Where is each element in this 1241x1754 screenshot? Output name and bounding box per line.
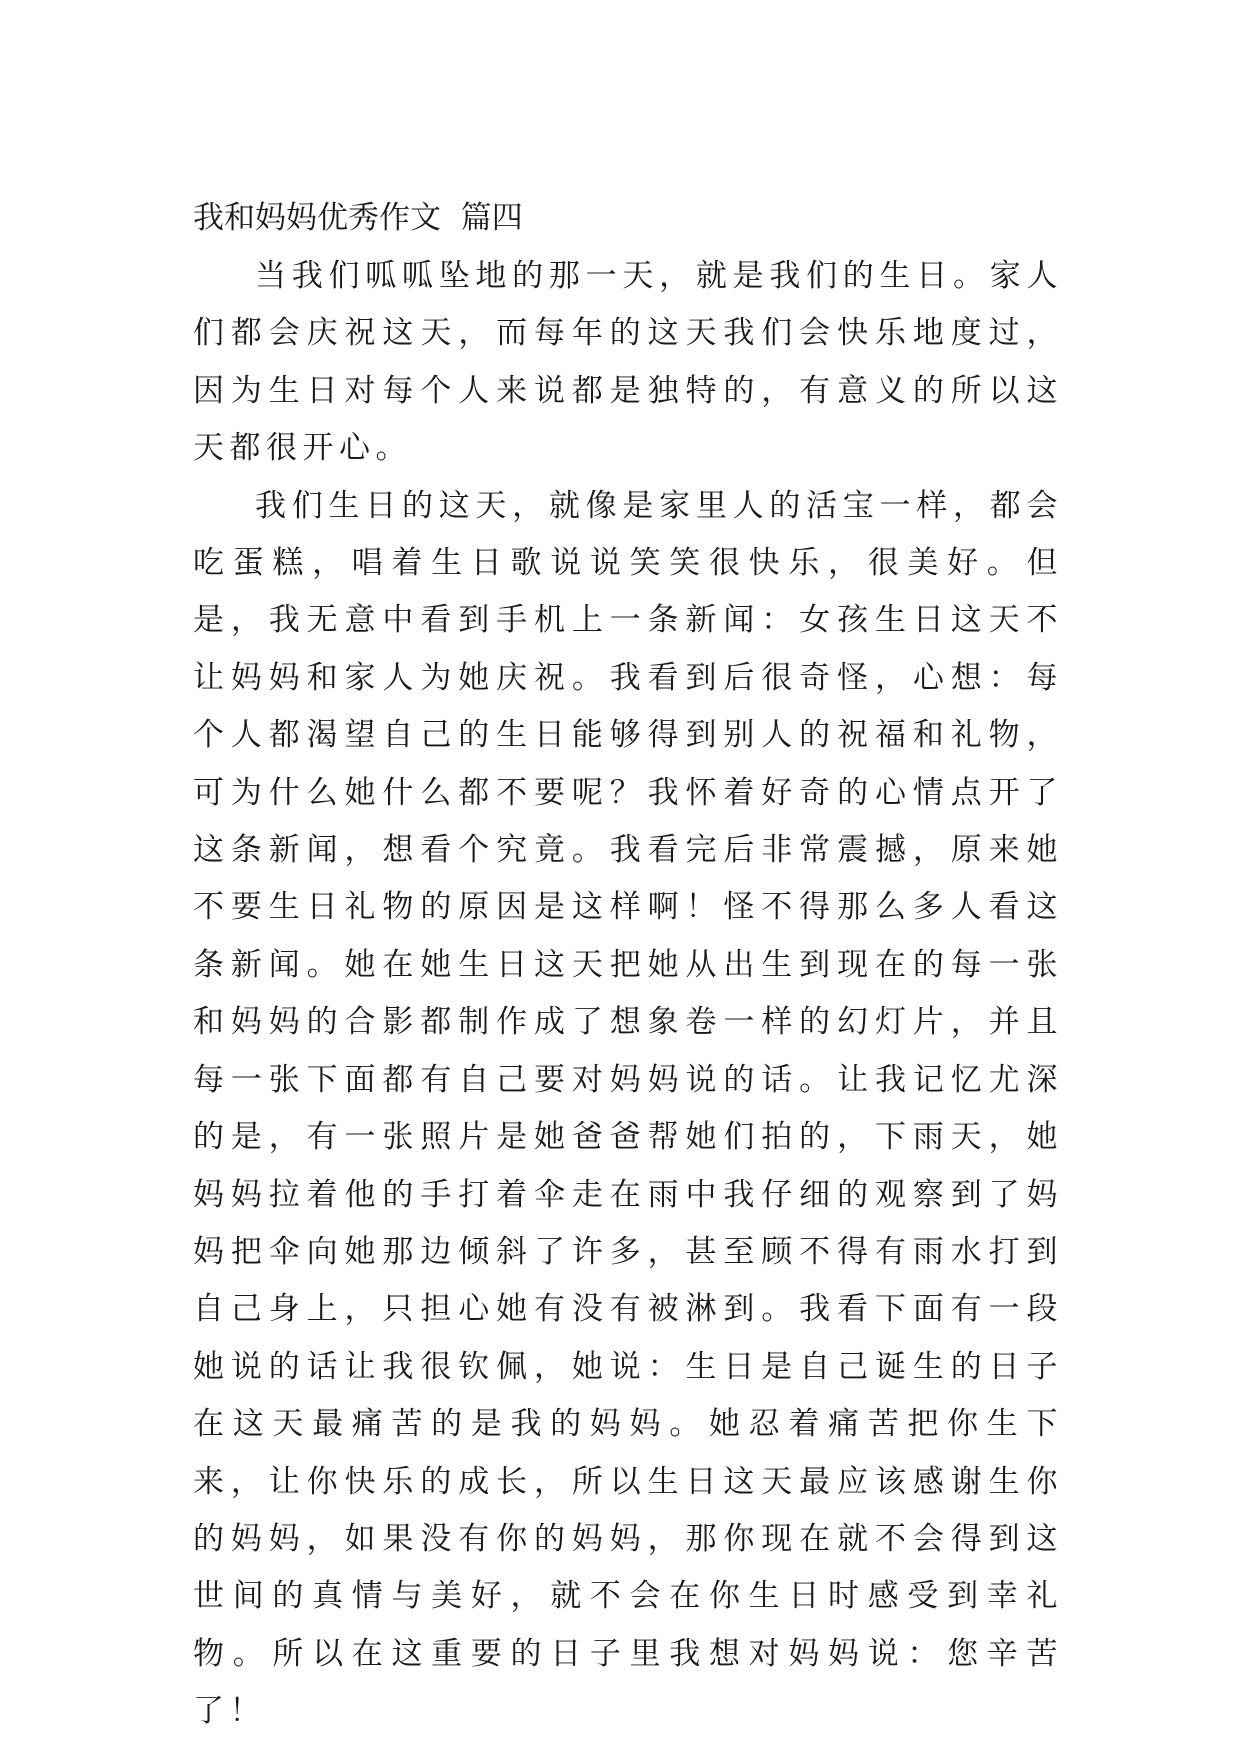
paragraph-2: 我们生日的这天，就像是家里人的活宝一样，都会吃蛋糕，唱着生日歌说说笑笑很快乐，很美好。但是，我无意中看到手机上一条新闻：女孩生日这天不让妈妈和家人为她庆祝。我看到后很奇怪，心想：每个人都渴望自己的生日能够得到别人的祝福和礼物，可为什么她什么都不要呢？我怀着好奇的心情点开了这条新闻，想看个究竟。我看完后非常震撼，原来她不要生日礼物的原因是这样啊！怪不得那么多人看这条新闻。她在她生日这天把她从出生到现在的每一张和妈妈的合影都制作成了想象卷一样的幻灯片，并且每一张下面都有自己要对妈妈说的话。让我记忆尤深的是，有一张照片是她爸爸帮她们拍的，下雨天，她妈妈拉着他的手打着伞走在雨中我仔细的观察到了妈妈把伞向她那边倾斜了许多，甚至顾不得有雨水打到自己身上，只担心她有没有被淋到。我看下面有一段她说的话让我很钦佩，她说：生日是自己诞生的日子在这天最痛苦的是我的妈妈。她忍着痛苦把你生下来，让你快乐的成长，所以生日这天最应该感谢生你的妈妈，如果没有你的妈妈，那你现在就不会得到这世间的真情与美好，就不会在你生日时感受到幸礼物。所以在这重要的日子里我想对妈妈说：您辛苦了！ <box>193 487 1063 1730</box>
document-title: 我和妈妈优秀作文 篇四 <box>193 200 523 236</box>
paragraph-1: 当我们呱呱坠地的那一天，就是我们的生日。家人们都会庆祝这天，而每年的这天我们会快乐地度过，因为生日对每个人来说都是独特的，有意义的所以这天都很开心。 <box>193 258 1063 467</box>
document-body <box>193 188 1063 1741</box>
